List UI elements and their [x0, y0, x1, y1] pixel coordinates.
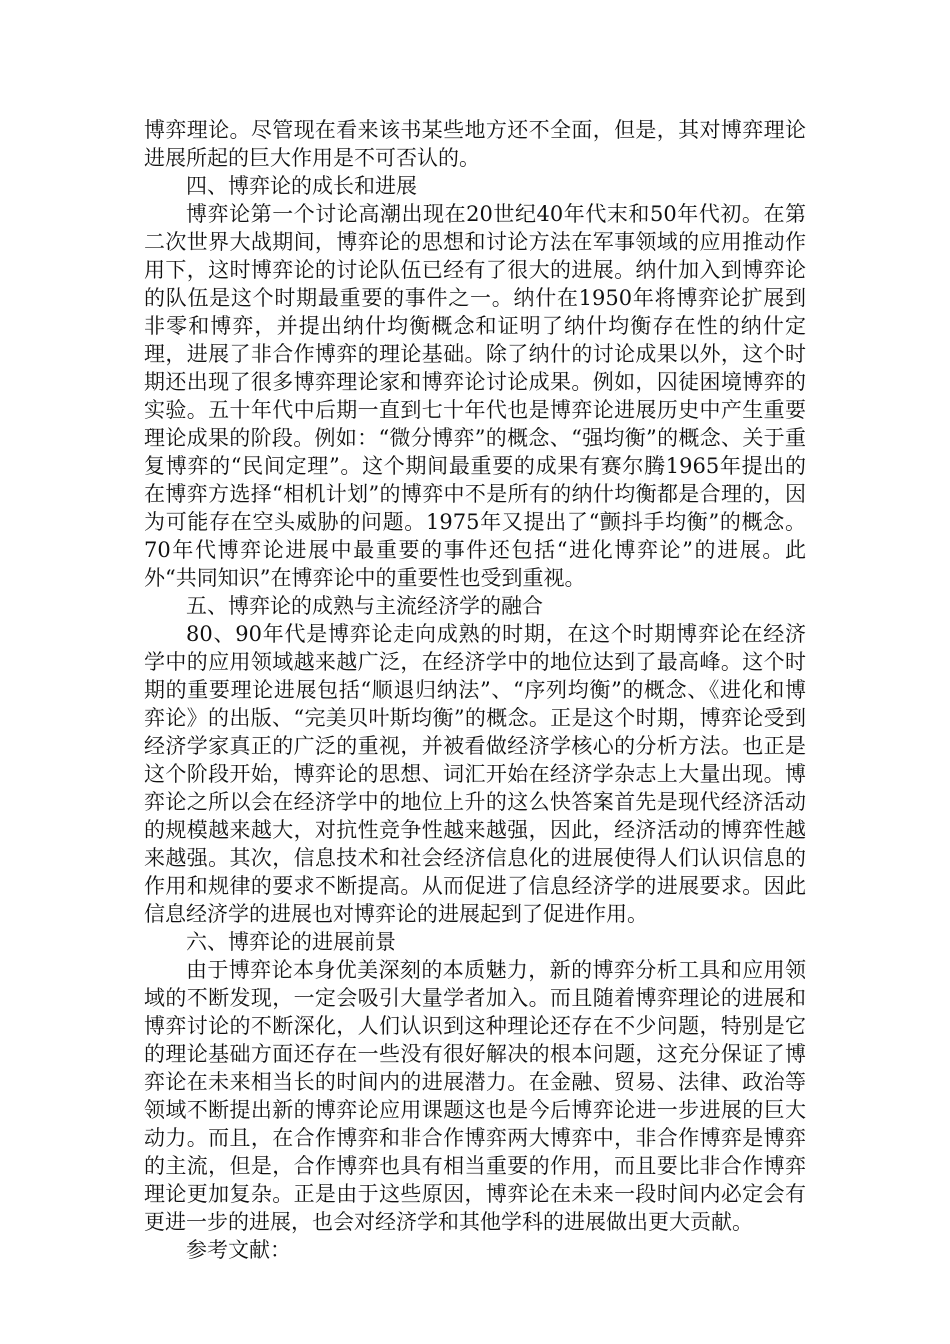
section-heading-6: 六、博弈论的进展前景: [186, 930, 396, 954]
paragraph-section-6: 由于博弈论本身优美深刻的本质魅力，新的博弈分析工具和应用领域的不断发现，一定会吸引大量学者加入。而且随着博弈理论的进展和博弈讨论的不断深化，人们认识到这种理论还存在不少问题，特别是它的理论基础方面还存在一些没有很好解决的根本问题，这充分保证了博弈论在未来相当长的时间内的进展潜力。在金融、贸易、法律、政治等领域不断提出新的博弈论应用课题这也是今后博弈论进一步进展的巨大动力。而且，在合作博弈和非合作博弈两大博弈中，非合作博弈是博弈的主流，但是，合作博弈也具有相当重要的作用，而且要比非合作博弈理论更加复杂。正是由于这些原因，博弈论在未来一段时间内必定会有更进一步的进展，也会对经济学和其他学科的进展做出更大贡献。: [144, 958, 806, 1234]
paragraph-section-5: 80、90年代是博弈论走向成熟的时期，在这个时期博弈论在经济学中的应用领域越来越广泛，在经济学中的地位达到了最高峰。这个时期的重要理论进展包括“顺退归纳法”、“序列均衡”的概念、《进化和博弈论》的出版、“完美贝叶斯均衡”的概念。正是这个时期，博弈论受到经济学家真正的广泛的重视，并被看做经济学核心的分析方法。也正是这个阶段开始，博弈论的思想、词汇开始在经济学杂志上大量出现。博弈论之所以会在经济学中的地位上升的这么快答案首先是现代经济活动的规模越来越大，对抗性竞争性越来越强，因此，经济活动的博弈性越来越强。其次，信息技术和社会经济信息化的进展使得人们认识信息的作用和规律的要求不断提高。从而促进了信息经济学的进展要求。因此信息经济学的进展也对博弈论的进展起到了促进作用。: [144, 622, 806, 926]
document-body: [144, 116, 806, 1264]
references-heading: 参考文献：: [186, 1238, 291, 1262]
paragraph-section-4: 博弈论第一个讨论高潮出现在20世纪40年代末和50年代初。在第二次世界大战期间，博弈论的思想和讨论方法在军事领域的应用推动作用下，这时博弈论的讨论队伍已经有了很大的进展。纳什加入到博弈论的队伍是这个时期最重要的事件之一。纳什在1950年将博弈论扩展到非零和博弈，并提出纳什均衡概念和证明了纳什均衡存在性的纳什定理，进展了非合作博弈的理论基础。除了纳什的讨论成果以外，这个时期还出现了很多博弈理论家和博弈论讨论成果。例如，囚徒困境博弈的实验。五十年代中后期一直到七十年代也是博弈论进展历史中产生重要理论成果的阶段。例如：“微分博弈”的概念、“强均衡”的概念、关于重复博弈的“民间定理”。这个期间最重要的成果有赛尔腾1965年提出的在博弈方选择“相机计划”的博弈中不是所有的纳什均衡都是合理的，因为可能存在空头威胁的问题。1975年又提出了“颤抖手均衡”的概念。70年代博弈论进展中最重要的事件还包括“进化博弈论”的进展。此外“共同知识”在博弈论中的重要性也受到重视。: [144, 202, 806, 590]
paragraph-continued: 博弈理论。尽管现在看来该书某些地方还不全面，但是，其对博弈理论进展所起的巨大作用是不可否认的。: [144, 118, 806, 170]
section-heading-5: 五、博弈论的成熟与主流经济学的融合: [186, 594, 543, 618]
section-heading-4: 四、博弈论的成长和进展: [186, 174, 417, 198]
